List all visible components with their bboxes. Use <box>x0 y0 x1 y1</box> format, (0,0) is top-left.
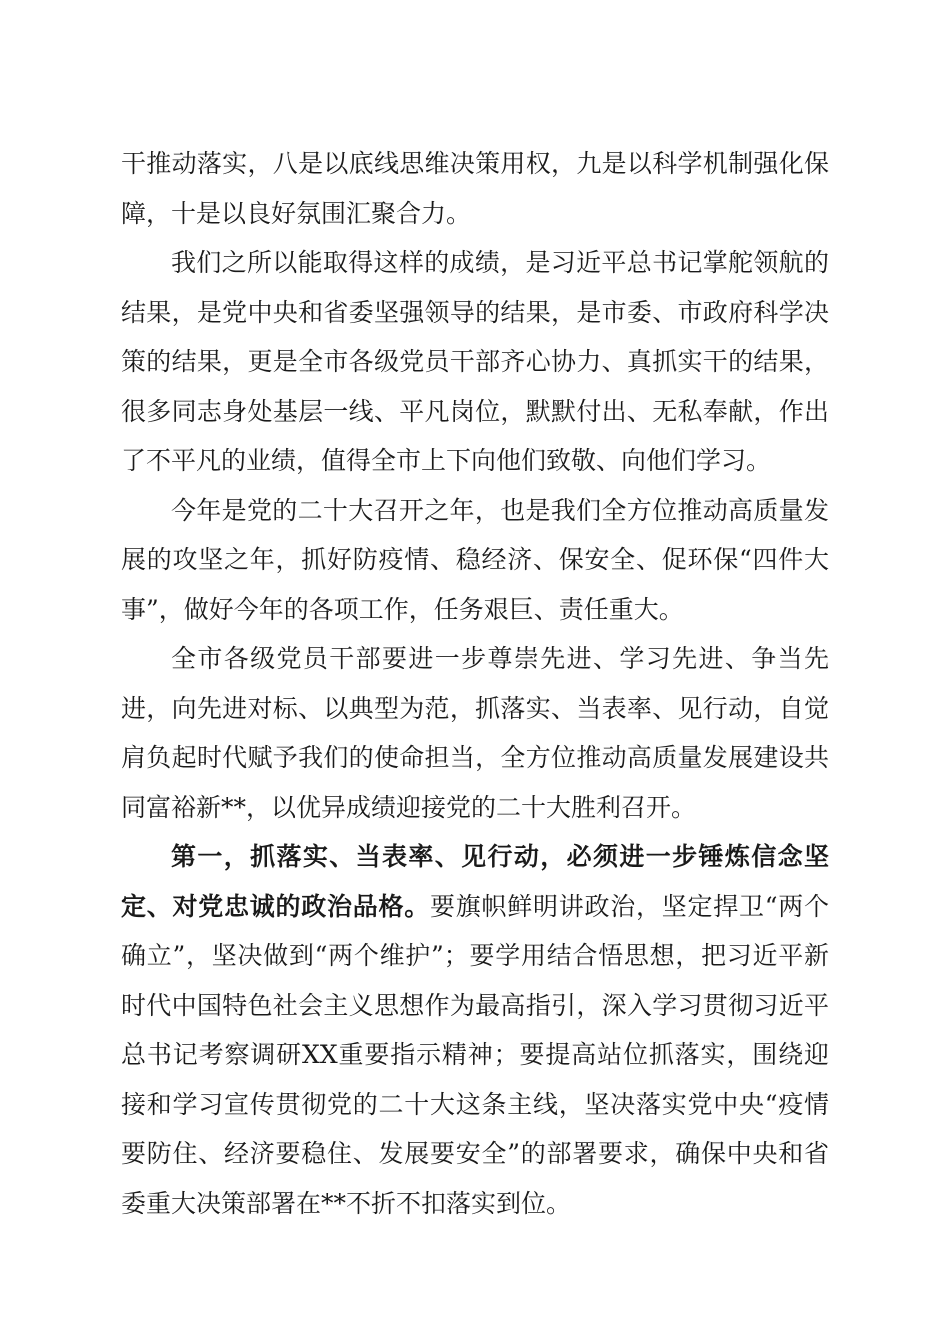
document-body <box>121 139 829 1228</box>
paragraph-achievements: 我们之所以能取得这样的成绩，是习近平总书记掌舵领航的结果，是党中央和省委坚强领导的结果，是市委、市政府科学决策的结果，更是全市各级党员干部齐心协力、真抓实干的结果，很多同志身处基层一线、平凡岗位，默默付出、无私奉献，作出了不平凡的业绩，值得全市上下向他们致敬、向他们学习。 <box>121 248 829 475</box>
first-point-heading: 第一，抓落实、当表率、见行动，必须进一步锤炼信念坚定、对党忠诚的政治品格。 <box>121 842 829 921</box>
paragraph-first-point <box>121 832 829 1228</box>
paragraph-this-year: 今年是党的二十大召开之年，也是我们全方位推动高质量发展的攻坚之年，抓好防疫情、稳经济、保安全、促环保“四件大事”，做好今年的各项工作，任务艰巨、责任重大。 <box>121 495 829 624</box>
paragraph-call-to-action: 全市各级党员干部要进一步尊崇先进、学习先进、争当先进，向先进对标、以典型为范，抓落实、当表率、见行动，自觉肩负起时代赋予我们的使命担当，全方位推动高质量发展建设共同富裕新**，以优异成绩迎接党的二十大胜利召开。 <box>121 644 829 822</box>
paragraph-continuation: 干推动落实，八是以底线思维决策用权，九是以科学机制强化保障，十是以良好氛围汇聚合力。 <box>121 149 829 228</box>
first-point-body: 要旗帜鲜明讲政治，坚定捍卫“两个确立”，坚决做到“两个维护”；要学用结合悟思想，把习近平新时代中国特色社会主义思想作为最高指引，深入学习贯彻习近平总书记考察调研XX重要指示精神；要提高站位抓落实，围绕迎接和学习宣传贯彻党的二十大这条主线，坚决落实党中央“疫情要防住、经济要稳住、发展要安全”的部署要求，确保中央和省委重大决策部署在**不折不扣落实到位。 <box>121 891 829 1218</box>
